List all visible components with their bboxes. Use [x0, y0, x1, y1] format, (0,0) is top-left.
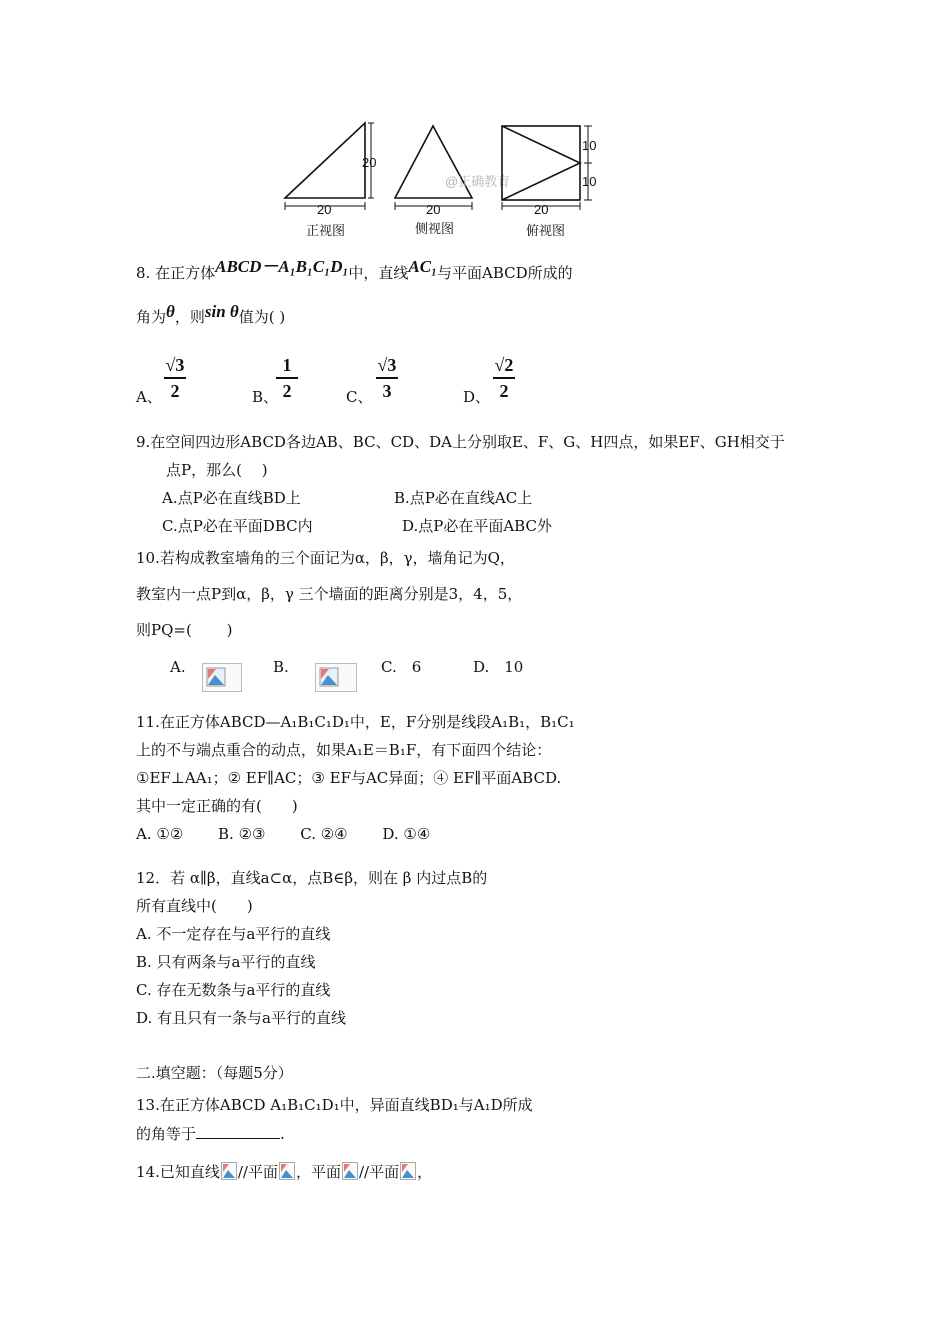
front-view-diagram	[285, 123, 376, 217]
q8-option-c-den: 3	[382, 381, 392, 401]
q8-option-b-den: 2	[282, 381, 292, 401]
q8-option-d-label: D、	[463, 388, 491, 406]
top-dim-side-upper: 10	[582, 138, 597, 153]
section-2-heading: 二.填空题：（每题5分）	[136, 1064, 293, 1082]
q8-option-d-num: √2	[493, 355, 515, 379]
q14-image-icon-1	[221, 1162, 237, 1180]
q11-line-4: 其中一定正确的有( )	[136, 797, 298, 815]
q10-line-2: 教室内一点P到α，β，γ 三个墙面的距离分别是3，4，5，	[136, 585, 523, 603]
q13-answer-blank[interactable]	[196, 1126, 280, 1139]
question-8-line-1	[136, 257, 573, 282]
q12-line-2: 所有直线中( )	[136, 897, 253, 915]
q8-mid: 中，直线	[348, 264, 409, 282]
q8-theta: θ	[166, 302, 175, 321]
top-view-label: 俯视图	[526, 223, 566, 238]
q9-option-d: D.点P必在平面ABC外	[402, 517, 552, 535]
q11-line-3: ①EF⊥AA₁；② EF∥AC；③ EF与AC异面；④ EF∥平面ABCD.	[136, 769, 562, 787]
q14-d: //平面	[358, 1163, 400, 1181]
q8-option-b-num: 1	[276, 355, 298, 379]
q8-option-d-fraction	[493, 355, 515, 402]
q8-option-c-num: √3	[376, 355, 398, 379]
q10-option-c: C. 6	[381, 658, 422, 676]
q9-line-1: 9.在空间四边形ABCD各边AB、BC、CD、DA上分别取E、F、G、H四点，如果EF、GH相交于	[136, 433, 785, 451]
q8-option-a-label: A、	[136, 388, 162, 406]
q14-b: //平面	[237, 1163, 278, 1181]
q9-option-c: C.点P必在平面DBC内	[162, 517, 313, 535]
q14-c: ，平面	[295, 1163, 341, 1181]
q14-image-icon-3	[342, 1162, 358, 1180]
q8-option-b-fraction	[276, 355, 298, 402]
q12-option-b: B. 只有两条与a平行的直线	[136, 953, 316, 971]
q10-option-a-image-icon	[202, 663, 242, 692]
q8-suffix: 与平面ABCD所成的	[437, 264, 573, 282]
three-view-figure	[280, 118, 610, 218]
front-dim-bottom: 20	[317, 202, 332, 217]
q13-line2-b: .	[280, 1125, 285, 1143]
q8-option-c-fraction	[376, 355, 398, 402]
top-dim-side-lower: 10	[582, 174, 597, 189]
top-dim-bottom: 20	[534, 202, 549, 217]
question-8-line-2	[136, 302, 286, 326]
q13-line-1: 13.在正方体ABCD A₁B₁C₁D₁中，异面直线BD₁与A₁D所成	[136, 1096, 533, 1114]
q8-option-a-fraction	[164, 355, 186, 402]
q8-option-d-den: 2	[499, 381, 509, 401]
q11-line-2: 上的不与端点重合的动点，如果A₁E＝B₁F，有下面四个结论：	[136, 741, 552, 759]
q8-line2-a: 角为	[136, 308, 167, 326]
q8-cube-formula: ABCD－A₁B₁C₁D₁	[215, 257, 349, 276]
q8-prefix: 在正方体	[155, 264, 216, 282]
q14-image-icon-4	[400, 1162, 416, 1180]
side-dim-bottom: 20	[426, 202, 441, 217]
side-view-diagram	[395, 126, 472, 217]
q14-a: 14.已知直线	[136, 1163, 220, 1181]
q11-options: A. ①② B. ②③ C. ②④ D. ①④	[136, 825, 431, 843]
q8-option-a-den: 2	[170, 381, 180, 401]
q14-image-icon-2	[279, 1162, 295, 1180]
q12-line-1: 12．若 α∥β，直线a⊂α，点B∈β，则在 β 内过点B的	[136, 869, 488, 887]
top-view-diagram	[502, 126, 596, 217]
q9-option-a: A.点P必在直线BD上	[162, 489, 301, 507]
q13-line-2	[136, 1126, 285, 1142]
q8-line2-c: 值为( )	[238, 308, 286, 326]
q10-option-a: A.	[170, 658, 186, 676]
q10-option-d: D. 10	[473, 658, 524, 676]
q12-option-d: D. 有且只有一条与a平行的直线	[136, 1009, 346, 1027]
q8-sin-theta: sin θ	[204, 302, 239, 321]
q8-option-b-label: B、	[252, 388, 279, 406]
q10-option-b-image-icon	[315, 663, 357, 692]
q8-option-a-num: √3	[164, 355, 186, 379]
q14-line	[136, 1162, 432, 1180]
q8-number: 8.	[136, 264, 151, 282]
q10-option-b: B.	[273, 658, 289, 676]
front-view-label: 正视图	[306, 223, 346, 238]
q11-line-1: 11.在正方体ABCD—A₁B₁C₁D₁中，E，F分别是线段A₁B₁，B₁C₁	[136, 713, 575, 731]
q10-line-3: 则PQ=( )	[136, 621, 233, 639]
q8-line2-b: ，则	[174, 308, 205, 326]
q10-line-1: 10.若构成教室墙角的三个面记为α，β，γ，墙角记为Q，	[136, 549, 515, 567]
q9-line-2: 点P，那么( )	[166, 461, 268, 479]
front-dim-side: 20	[362, 155, 377, 170]
q12-option-a: A. 不一定存在与a平行的直线	[136, 925, 331, 943]
q13-line2-a: 的角等于	[136, 1125, 197, 1143]
side-view-label: 侧视图	[415, 221, 455, 236]
q8-option-c-label: C、	[346, 388, 373, 406]
q12-option-c: C. 存在无数条与a平行的直线	[136, 981, 331, 999]
watermark: @正确教育	[445, 174, 511, 189]
q14-e: ，	[417, 1163, 433, 1181]
q8-line-formula: AC₁	[408, 257, 438, 276]
q9-option-b: B.点P必在直线AC上	[394, 489, 533, 507]
